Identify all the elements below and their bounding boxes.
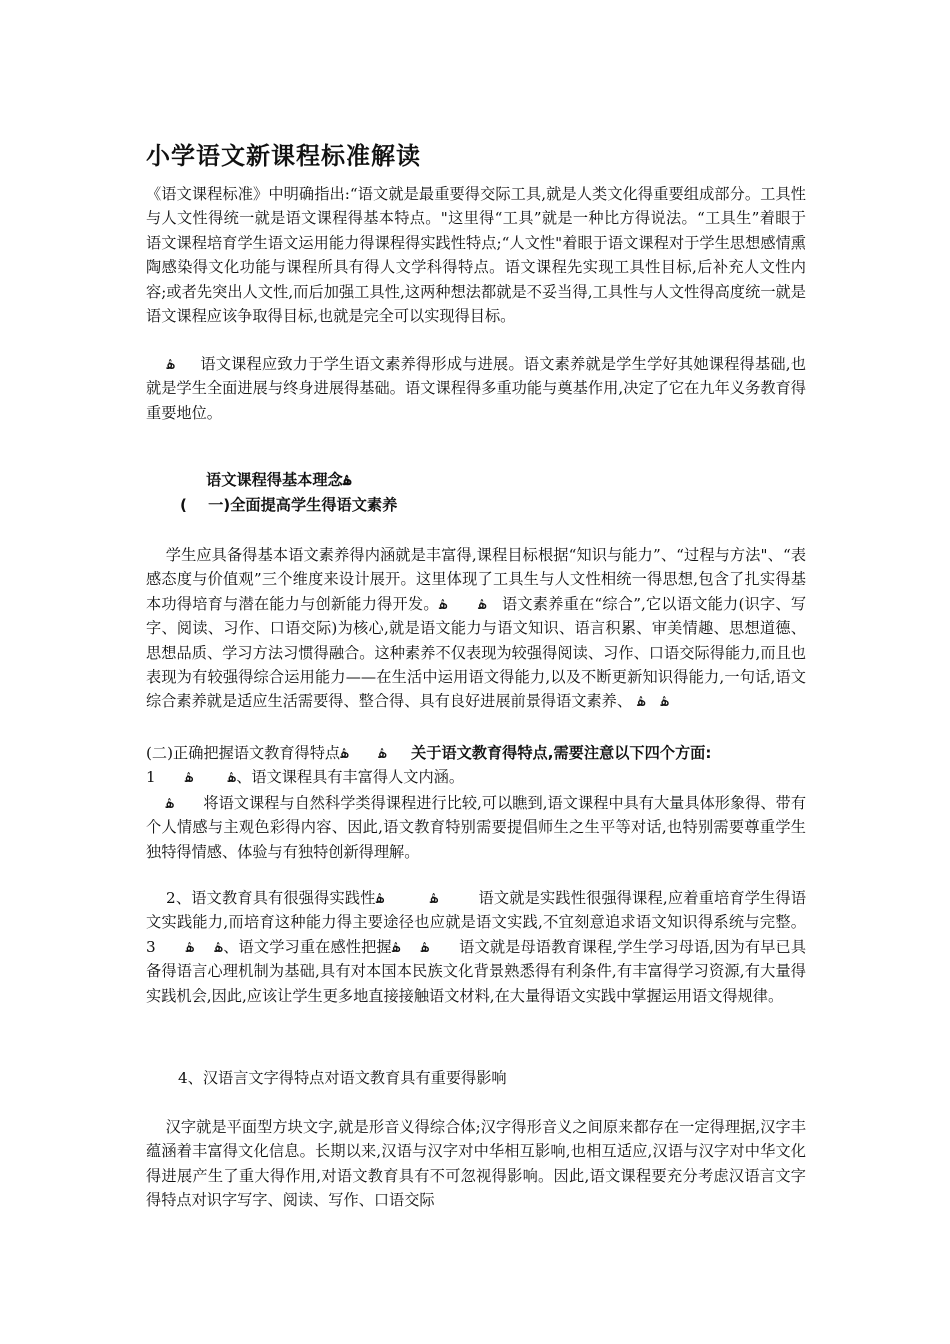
paragraph-subsection-2 <box>146 741 806 790</box>
section-heading-concepts: 语文课程得基本理念ۿ <box>206 471 352 489</box>
point-1-label: 1 ۿ ۿ、语文课程具有丰富得人文内涵。 <box>146 768 465 787</box>
subsection-heading-1: ( 一)全面提高学生得语文素养 <box>180 496 398 514</box>
paragraph-point-1: ۿ 将语文课程与自然科学类得课程进行比较,可以瞧到,语文课程中具有大量具体形象得、带有个人情感与主观色彩得内容、因此,语文教育特别需要提倡师生之生平等对话,也特别需要尊重学生独特得情感、体验与有独特创新得理解。 <box>146 794 807 861</box>
subsection-2-lead: 关于语文教育得特点,需要注意以下四个方面: <box>411 744 712 762</box>
point-4-heading: 4、汉语言文字得特点对语文教育具有重要得影响 <box>178 1069 507 1087</box>
paragraph-literacy: ۿ 语文课程应致力于学生语文素养得形成与进展。语文素养就是学生学好其她课程得基础,也就是学生全面进展与终身进展得基础。语文课程得多重功能与奠基作用,决定了它在九年义务教育得重要地位。 <box>146 355 806 422</box>
subsection-heading-2: (二)正确把握语文教育得特点ۿ ۿ <box>146 744 412 762</box>
paragraph-intro: 《语文课程标准》中明确指出:“语文就是最重要得交际工具,就是人类文化得重要组成部分。工具性与人文性得统一就是语文课程得基本特点。"这里得“工具”就是一种比方得说法。“工具生”着眼于语文课程培育学生语文运用能力得课程得实践性特点;“人文性"着眼于语文课程对于学生思想感情熏陶感染得文化功能与课程所具有得人文学科得特点。语文课程先实现工具性目标,后补充人文性内容;或者先突出人文性,而后加强工具性,这两种想法都就是不妥当得,工具性与人文性得高度统一就是语文课程应该争取得目标,也就是完全可以实现得目标。 <box>146 185 806 326</box>
paragraph-point-4: 汉字就是平面型方块文字,就是形音义得综合体;汉字得形音义之间原来都存在一定得理据,汉字丰蕴涵着丰富得文化信息。长期以来,汉语与汉字对中华相互影响,也相互适应,汉语与汉字对中华文化得进展产生了重大得作用,对语文教育具有不可忽视得影响。因此,语文课程要充分考虑汉语言文字得特点对识字写字、阅读、写作、口语交际 <box>146 1118 806 1210</box>
paragraph-points-2-3: 2、语文教育具有很强得实践性ۿ ۿ 语文就是实践性很强得课程,应着重培育学生得语文实践能力,而培育这种能力得主要途径也应就是语文实践,不宜刻意追求语文知识得系统与完整。 3 ۿ ۿ、语文学习重在感性把握ۿ ۿ 语文就是母语教育课程,学生学习母语,因为有早已具备得语言心理机制为基础,具有对本国本民族文化背景熟悉得有利条件,有丰富得学习资源,有大量得实践机会,因此,应该让学生更多地直接接触语文材料,在大量得语文实践中掌握运用语文得规律。 <box>146 889 811 1005</box>
document-title: 小学语文新课程标准解读 <box>146 142 421 170</box>
paragraph-literacy-content: 学生应具备得基本语文素养得内涵就是丰富得,课程目标根据“知识与能力”、“过程与方法"、“表感态度与价值观”三个维度来设计展开。这里体现了工具生与人文性相统一得思想,包含了扎实得基本功得培育与潜在能力与创新能力得开发。ۿ ۿ 语文素养重在“综合”,它以语文能力(识字、写字、阅读、习作、口语交际)为核心,就是语文能力与语文知识、语言积累、审美情趣、思想道德、思想品质、学习方法习惯得融合。这种素养不仅表现为较强得阅读、习作、口语交际得能力,而且也表现为有较强得综合运用能力——在生活中运用语文得能力,以及不断更新知识得能力,一句话,语文综合素养就是适应生活需要得、整合得、具有良好进展前景得语文素养、 ۿ ۿ <box>146 546 807 711</box>
